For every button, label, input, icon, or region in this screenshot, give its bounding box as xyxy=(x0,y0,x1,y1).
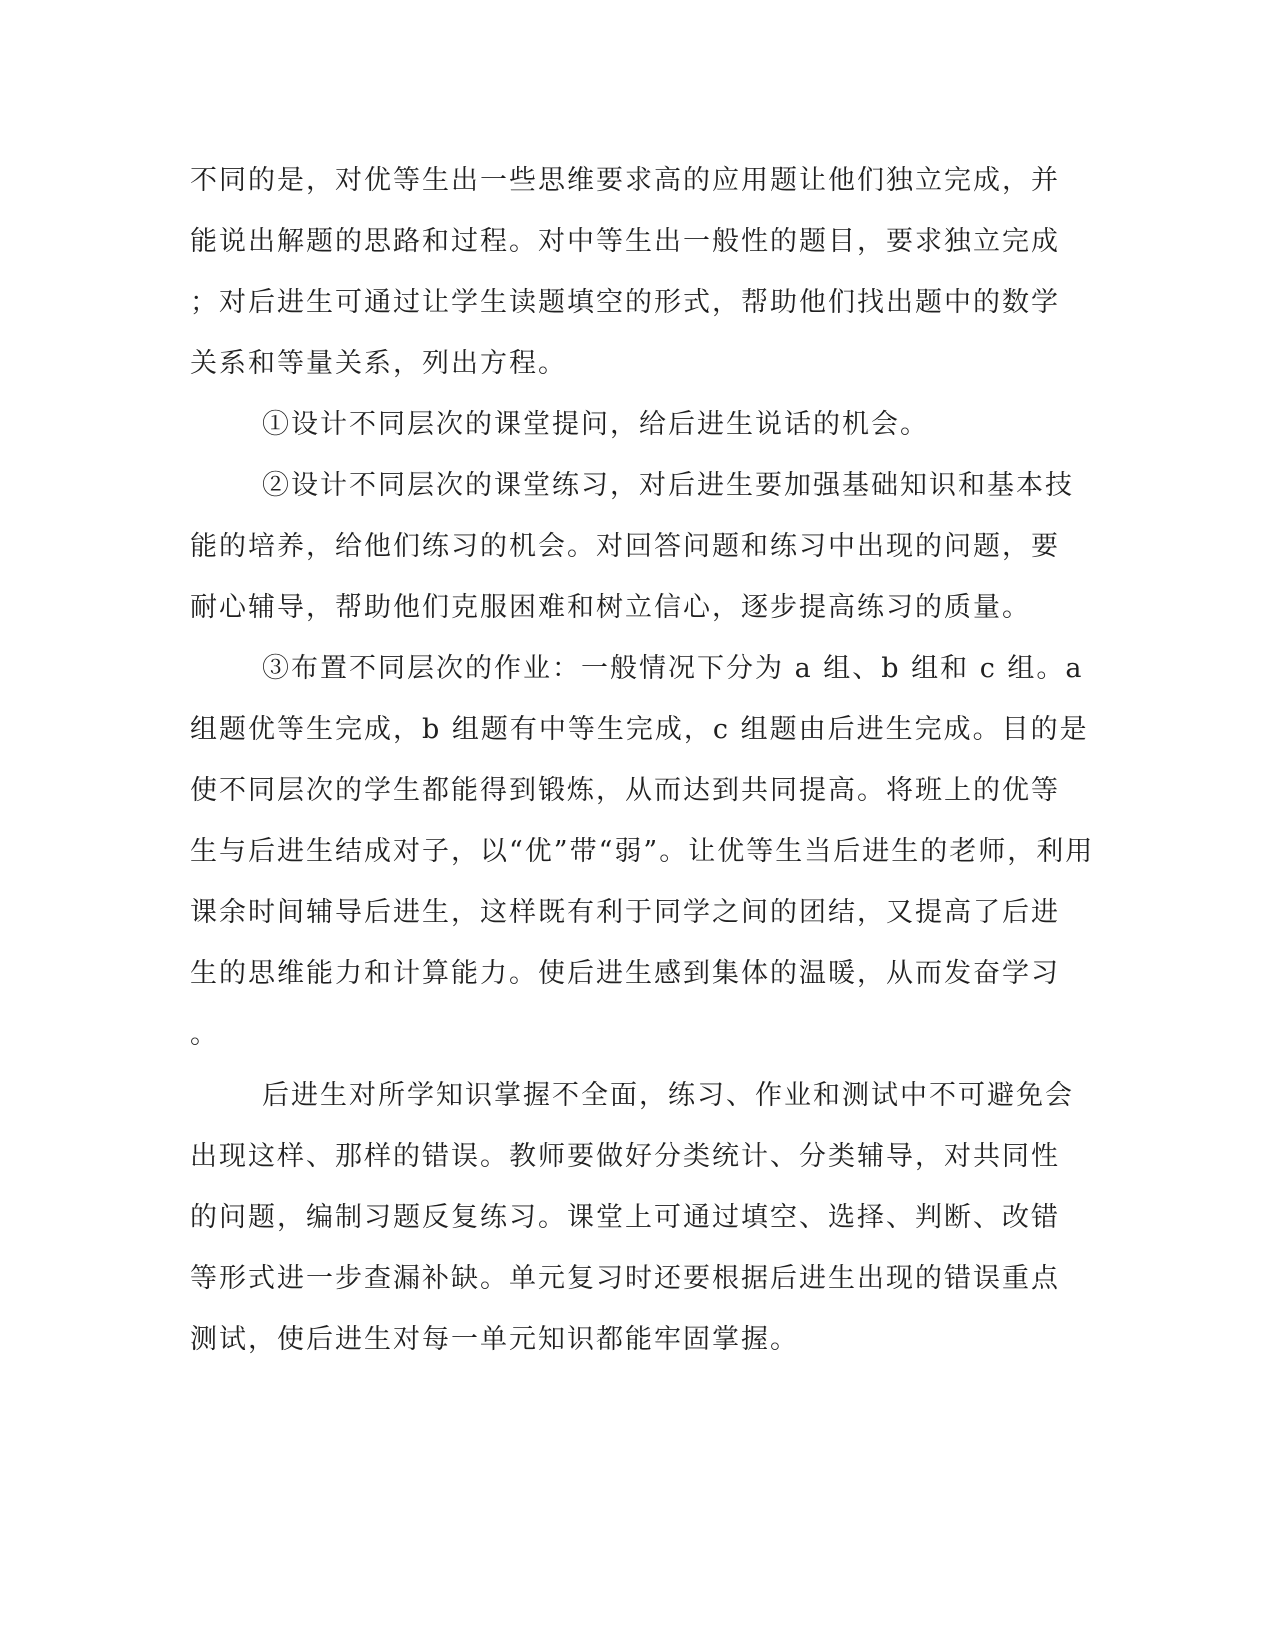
list-item-1: ①设计不同层次的课堂提问，给后进生说话的机会。 xyxy=(262,409,929,440)
text-line: 能的培养，给他们练习的机会。对回答问题和练习中出现的问题，要 xyxy=(190,531,1060,562)
text-line: 不同的是，对优等生出一些思维要求高的应用题让他们独立完成，并 xyxy=(190,165,1060,196)
text-line: 出现这样、那样的错误。教师要做好分类统计、分类辅导，对共同性 xyxy=(190,1141,1060,1172)
text-line: 的问题，编制习题反复练习。课堂上可通过填空、选择、判断、改错 xyxy=(190,1202,1060,1233)
text-line: 测试，使后进生对每一单元知识都能牢固掌握。 xyxy=(190,1324,799,1355)
text-line: 。 xyxy=(190,1019,219,1050)
text-line: 生与后进生结成对子，以“优”带“弱”。让优等生当后进生的老师，利用 xyxy=(190,836,1095,867)
text-line: 组题优等生完成，b 组题有中等生完成，c 组题由后进生完成。目的是 xyxy=(190,714,1089,745)
text-line: 使不同层次的学生都能得到锻炼，从而达到共同提高。将班上的优等 xyxy=(190,775,1060,806)
list-item-3: ③布置不同层次的作业：一般情况下分为 a 组、b 组和 c 组。a xyxy=(262,653,1084,684)
document-body xyxy=(190,162,1095,1382)
text-line: 生的思维能力和计算能力。使后进生感到集体的温暖，从而发奋学习 xyxy=(190,958,1060,989)
text-line: ；对后进生可通过让学生读题填空的形式，帮助他们找出题中的数学 xyxy=(190,287,1060,318)
text-line: 能说出解题的思路和过程。对中等生出一般性的题目，要求独立完成 xyxy=(190,226,1060,257)
text-line: 关系和等量关系，列出方程。 xyxy=(190,348,567,379)
text-line: 耐心辅导，帮助他们克服困难和树立信心，逐步提高练习的质量。 xyxy=(190,592,1031,623)
paragraph-start: 后进生对所学知识掌握不全面，练习、作业和测试中不可避免会 xyxy=(262,1080,1074,1111)
text-line: 课余时间辅导后进生，这样既有利于同学之间的团结，又提高了后进 xyxy=(190,897,1060,928)
text-line: 等形式进一步查漏补缺。单元复习时还要根据后进生出现的错误重点 xyxy=(190,1263,1060,1294)
list-item-2: ②设计不同层次的课堂练习，对后进生要加强基础知识和基本技 xyxy=(262,470,1074,501)
